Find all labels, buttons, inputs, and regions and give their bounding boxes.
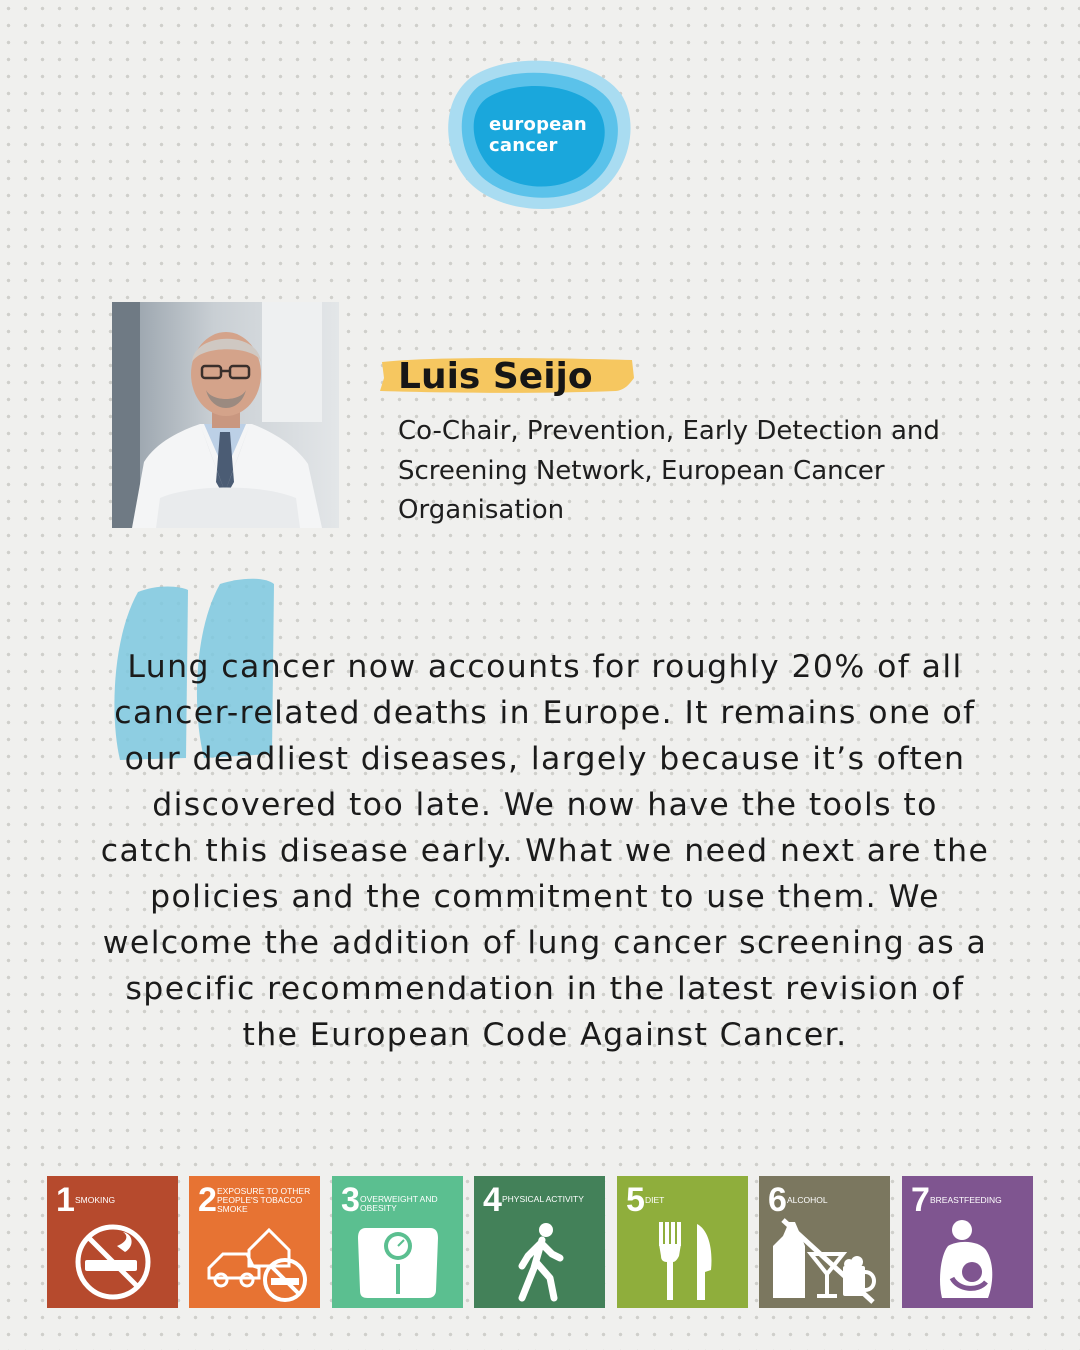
quote-text: Lung cancer now accounts for roughly 20% of all cancer-related deaths in Europe. It remains one of our deadliest diseases, largely because it’s often discovered too late. We now have the tools to catch this disease early. What we need next are the policies and the commitment to use them. We welcome the addition of lung cancer screening as a specific recommendation in the latest revision of the European Code Against Cancer. <box>100 649 990 1053</box>
tile-label: OVERWEIGHT AND OBESITY <box>360 1194 438 1213</box>
speaker-photo <box>112 302 339 528</box>
tile-label: EXPOSURE TO OTHER PEOPLE'S TOBACCO SMOKE <box>217 1186 311 1214</box>
tile-label: ALCOHOL <box>787 1195 828 1205</box>
european-code-tiles <box>47 1176 1034 1308</box>
fork-knife-icon <box>617 1216 748 1308</box>
tile-number: 1 <box>56 1181 75 1219</box>
tile-label: BREASTFEEDING <box>930 1195 1002 1205</box>
tile-breastfeeding <box>902 1176 1033 1308</box>
tile-label: DIET <box>645 1195 665 1205</box>
tile-diet <box>617 1176 748 1308</box>
no-alcohol-icon <box>759 1216 890 1308</box>
tile-second-hand-smoke <box>189 1176 320 1308</box>
second-hand-smoke-icon <box>189 1216 320 1308</box>
breastfeeding-icon <box>902 1216 1033 1308</box>
scale-icon <box>332 1216 463 1308</box>
tile-overweight <box>332 1176 463 1308</box>
tile-alcohol <box>759 1176 890 1308</box>
tile-number: 2 <box>198 1181 217 1219</box>
tile-label: SMOKING <box>75 1195 116 1205</box>
tile-number: 4 <box>483 1181 502 1219</box>
tile-number: 6 <box>768 1181 787 1219</box>
tile-smoking <box>47 1176 178 1308</box>
speaker-name: Luis Seijo <box>398 356 593 397</box>
no-smoking-icon <box>47 1216 178 1308</box>
logo-text-line-1: european <box>489 114 587 135</box>
speaker-name-block <box>378 352 593 402</box>
tile-label: PHYSICAL ACTIVITY <box>502 1194 584 1204</box>
tile-number: 5 <box>626 1181 645 1219</box>
speaker-role: Co-Chair, Prevention, Early Detection and Screening Network, European Cancer Organisation <box>398 416 940 525</box>
tile-number: 7 <box>911 1181 930 1219</box>
walking-person-icon <box>474 1216 605 1308</box>
european-cancer-logo <box>443 56 635 212</box>
logo-text-line-2: cancer <box>489 135 558 156</box>
tile-physical-activity <box>474 1176 605 1308</box>
tile-number: 3 <box>341 1181 360 1219</box>
